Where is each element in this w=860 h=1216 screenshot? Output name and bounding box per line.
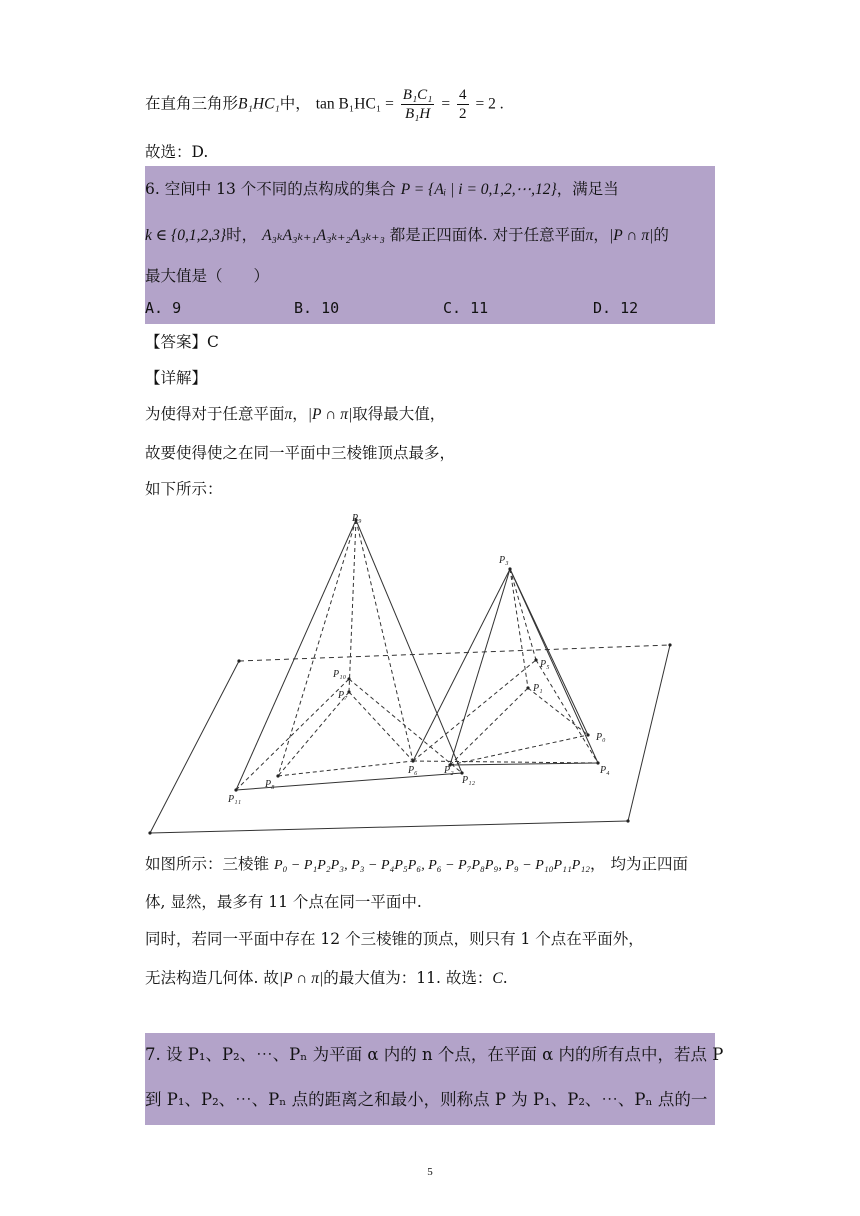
text: 为使得对于任意平面	[145, 405, 285, 423]
label-p12: P₁₂	[462, 775, 476, 786]
text: 取得最大值，	[352, 405, 446, 423]
solution-line4	[145, 852, 688, 878]
text: 时，	[226, 226, 258, 244]
math: P = {Aᵢ | i = 0,1,2,⋯,12}	[400, 181, 557, 198]
solution-line7	[145, 966, 508, 991]
math: B₁HC₁	[238, 95, 280, 113]
numerator: 4	[459, 87, 467, 103]
points	[148, 518, 671, 834]
q6-line2	[145, 223, 669, 248]
label-p10: P₁₀	[333, 669, 347, 680]
denominator: 2	[459, 106, 467, 122]
math: |P ∩ π|	[608, 227, 654, 244]
label-p4: P₄	[600, 765, 610, 776]
text: 中，	[279, 94, 311, 113]
text: 的最大值为：11. 故选：	[323, 969, 493, 987]
math: π	[585, 227, 594, 244]
solution-line2: 故要使得使之在同一平面中三棱锥顶点最多，	[145, 444, 456, 462]
math: k ∈ {0,1,2,3}	[145, 227, 227, 244]
solution-line1	[145, 402, 445, 427]
solution-line6: 同时，若同一平面中存在 12 个三棱锥的顶点，则只有 1 个点在平面外，	[145, 930, 644, 948]
answer: 【答案】C	[145, 333, 219, 351]
q6-line1	[145, 177, 619, 202]
text: ，	[593, 226, 609, 244]
label-p3: P₃	[499, 555, 509, 566]
label-p7: P₇	[338, 690, 348, 701]
label-p8: P₈	[265, 779, 275, 790]
solution-line3: 如下所示：	[145, 480, 223, 498]
text: 如图所示：三棱锥	[145, 855, 270, 873]
math: |P ∩ π|	[278, 970, 324, 987]
math: π	[284, 406, 293, 423]
q6-line3: 最大值是（ ）	[145, 267, 270, 285]
left-pyramid	[236, 520, 462, 790]
page-number: 5	[427, 1166, 433, 1178]
prev-choice: 故选：D.	[145, 143, 209, 161]
pyramids-figure	[140, 505, 700, 845]
text: 6. 空间中 13 个不同的点构成的集合	[145, 180, 396, 198]
denominator: B₁H	[404, 106, 431, 122]
text: 在直角三角形	[145, 94, 239, 113]
label-p2: P₂	[444, 765, 454, 776]
q7-line1: 7. 设 P₁、P₂、⋯、Pₙ 为平面 α 内的 n 个点，在平面 α 内的所有点中，若点 P	[145, 1045, 724, 1064]
label-p1: P₁	[533, 683, 543, 694]
text: ，满足当	[556, 180, 619, 198]
option-d: D. 12	[593, 299, 639, 317]
label-p6: P₆	[408, 765, 418, 776]
text: 无法构造几何体. 故	[145, 969, 279, 987]
text: .	[502, 969, 508, 987]
math: tan B₁HC₁ =	[315, 95, 394, 113]
prev-solution-line	[145, 86, 504, 123]
fraction	[401, 86, 435, 123]
text: ，	[292, 405, 308, 423]
text: 都是正四面体. 对于任意平面	[389, 226, 586, 244]
math: A₃ₖA₃ₖ₊₁A₃ₖ₊₂A₃ₖ₊₃	[262, 227, 385, 244]
solution-line5: 体, 显然，最多有 11 个点在同一平面中.	[145, 893, 422, 911]
text: 的	[653, 226, 669, 244]
right-pyramid	[413, 569, 598, 765]
fraction	[457, 86, 469, 123]
label-p5: P₅	[540, 659, 550, 670]
math: C	[492, 970, 503, 987]
label-p11: P₁₁	[228, 794, 242, 805]
option-c: C. 11	[443, 299, 489, 317]
q7-line2: 到 P₁、P₂、⋯、Pₙ 点的距离之和最小，则称点 P 为 P₁、P₂、⋯、Pₙ 点的一	[145, 1090, 708, 1109]
label-p0: P₀	[596, 732, 606, 743]
math: P₀ − P₁P₂P₃, P₃ − P₄P₅P₆, P₆ − P₇P₈P₉, P₉ − P₁₀P₁₁P₁₂	[273, 858, 591, 873]
detail-heading: 【详解】	[145, 369, 208, 387]
option-b: B. 10	[294, 299, 340, 317]
label-p9: P₉	[352, 513, 362, 524]
math: = 2 .	[475, 95, 504, 113]
option-a: A. 9	[145, 299, 182, 317]
numerator: B₁C₁	[402, 87, 433, 103]
math: |P ∩ π|	[307, 406, 353, 423]
text: ， 均为正四面	[590, 855, 688, 873]
math: =	[441, 95, 451, 113]
